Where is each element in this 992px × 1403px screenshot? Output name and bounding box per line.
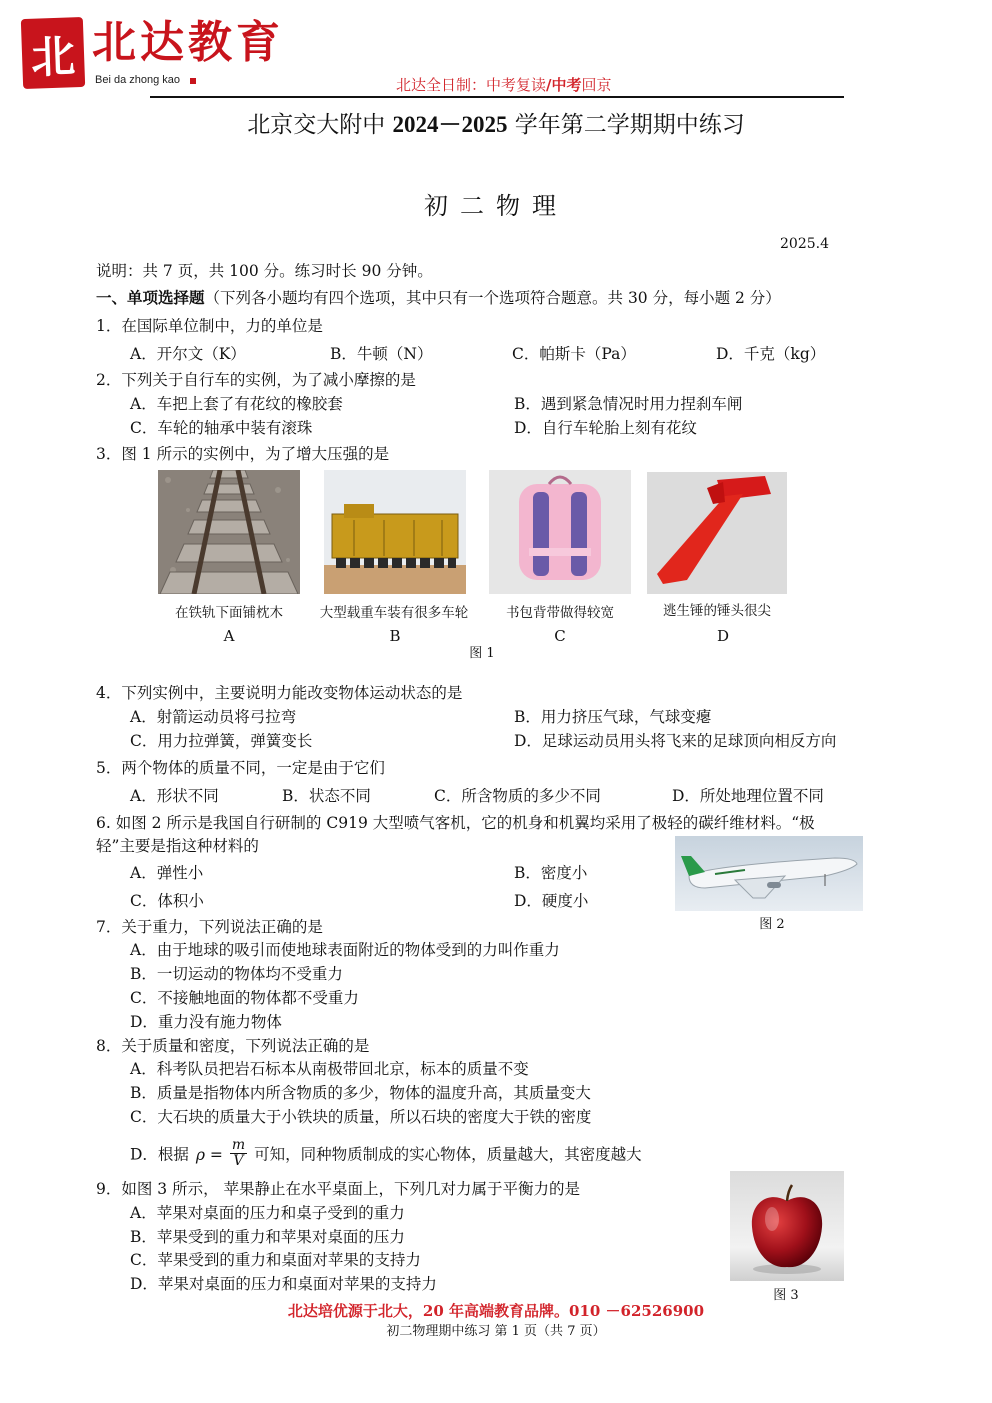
q5-option-a: A．形状不同: [130, 787, 219, 805]
exam-title: [0, 106, 992, 139]
q9-option-b: B．苹果受到的重力和苹果对桌面的压力: [130, 1228, 405, 1246]
q1-option-a: A．开尔文（K）: [130, 345, 246, 363]
q5-option-d: D．所处地理位置不同: [672, 787, 824, 805]
page-number: 初二物理期中练习 第 1 页（共 7 页）: [386, 1324, 606, 1339]
q5-stem: 5．两个物体的质量不同，一定是由于它们: [96, 759, 385, 777]
q1-option-d: D．千克（kg）: [716, 345, 826, 363]
q9-option-a: A．苹果对桌面的压力和桌子受到的重力: [130, 1204, 405, 1222]
section-heading-title: 一、单项选择题: [96, 288, 205, 307]
figure1-letter-c: C: [554, 627, 566, 645]
apple-image: [730, 1171, 844, 1281]
density-symbol: ρ =: [195, 1145, 223, 1164]
q2-option-b: B．遇到紧急情况时用力捏刹车闸: [514, 395, 743, 413]
q2-option-d: D．自行车轮胎上刻有花纹: [514, 419, 697, 437]
q8-option-a: A．科考队员把岩石标本从南极带回北京，标本的质量不变: [130, 1060, 529, 1078]
header-slogan-part-a: 北达全日制：中考复读: [396, 76, 547, 94]
q6-option-d: D．硬度小: [514, 892, 589, 910]
q7-option-c: C．不接触地面的物体都不受重力: [130, 989, 359, 1007]
figure1-caption-b: 大型载重车装有很多车轮: [319, 605, 469, 621]
q8-option-b: B．质量是指物体内所含物质的多少，物体的温度升高，其质量变大: [130, 1084, 591, 1102]
figure1-letter-a: A: [223, 627, 235, 645]
header-slogan-part-c: 回京: [581, 76, 612, 94]
railway-track-image: [158, 470, 300, 594]
logo-name: 北达教育: [92, 17, 284, 68]
figure3-label: 图 3: [773, 1288, 799, 1303]
q1-option-b: B．牛顿（N）: [330, 345, 433, 363]
header-slogan-part-b: /中考: [546, 76, 582, 94]
heavy-truck-image: [324, 470, 466, 594]
footer-slogan: 北达培优源于北大，20 年高端教育品牌。010 －62526900: [287, 1302, 705, 1320]
q6-option-c: C．体积小: [130, 892, 204, 910]
c919-airplane-image: [675, 836, 863, 911]
q4-option-c: C．用力拉弹簧，弹簧变长: [130, 732, 313, 750]
q4-option-d: D．足球运动员用头将飞来的足球顶向相反方向: [514, 732, 837, 750]
q5-option-b: B．状态不同: [282, 787, 371, 805]
header-slogan: [396, 74, 612, 95]
figure1-caption-c: 书包背带做得较宽: [506, 605, 614, 621]
q4-option-a: A．射箭运动员将弓拉弯: [130, 708, 297, 726]
q7-option-a: A．由于地球的吸引而使地球表面附近的物体受到的力叫作重力: [130, 941, 560, 959]
figure1-caption-a: 在铁轨下面铺枕木: [175, 605, 283, 621]
density-fraction: [230, 1138, 247, 1169]
q8-option-d-suffix: 可知，同种物质制成的实心物体，质量越大，其密度越大: [254, 1145, 642, 1164]
q2-option-c: C．车轮的轴承中装有滚珠: [130, 419, 313, 437]
q7-stem: 7．关于重力，下列说法正确的是: [96, 918, 323, 936]
q1-stem: 1．在国际单位制中，力的单位是: [96, 317, 323, 335]
q3-stem: 3．图 1 所示的实例中，为了增大压强的是: [96, 445, 390, 463]
exam-title-term: 学年第二学期期中练习: [507, 112, 745, 138]
fraction-denominator: V: [233, 1153, 244, 1169]
q6-stem-line1: 6. 如图 2 所示是我国自行研制的 C919 大型喷气客机，它的机身和机翼均采用了极轻的碳纤维材料。“极: [96, 814, 815, 832]
escape-hammer-image: [647, 472, 787, 594]
backpack-image: [489, 470, 631, 594]
figure1-label: 图 1: [469, 646, 495, 661]
q4-option-b: B．用力挤压气球，气球变瘪: [514, 708, 712, 726]
q7-option-d: D．重力没有施力物体: [130, 1013, 282, 1031]
header-rule: [150, 96, 844, 98]
q6-option-a: A．弹性小: [130, 864, 204, 882]
q7-option-b: B．一切运动的物体均不受重力: [130, 965, 343, 983]
q9-option-c: C．苹果受到的重力和桌面对苹果的支持力: [130, 1251, 421, 1269]
section-heading: [96, 288, 781, 308]
section-heading-note: （下列各小题均有四个选项，其中只有一个选项符合题意。共 30 分，每小题 2 分）: [204, 289, 781, 307]
q9-stem: 9．如图 3 所示， 苹果静止在水平桌面上，下列几对力属于平衡力的是: [96, 1180, 581, 1198]
q8-option-d-prefix: D．根据: [130, 1145, 189, 1164]
q4-stem: 4．下列实例中，主要说明力能改变物体运动状态的是: [96, 684, 463, 702]
figure1-letter-d: D: [716, 627, 730, 645]
q6-option-b: B．密度小: [514, 864, 588, 882]
figure2-label: 图 2: [759, 917, 785, 932]
q8-stem: 8．关于质量和密度，下列说法正确的是: [96, 1037, 370, 1055]
figure1-letter-b: B: [389, 627, 401, 645]
figure1-caption-d: 逃生锤的锤头很尖: [663, 603, 771, 619]
exam-title-years: 2024－2025: [392, 112, 508, 137]
q5-option-c: C．所含物质的多少不同: [434, 787, 601, 805]
q6-stem-line2: 轻”主要是指这种材料的: [96, 837, 259, 855]
instructions: 说明：共 7 页，共 100 分。练习时长 90 分钟。: [96, 262, 433, 280]
logo-pinyin: Bei da zhong kao: [95, 74, 181, 86]
q8-option-d: [130, 1137, 642, 1171]
exam-subject: 初二物理: [424, 192, 568, 220]
exam-title-school: 北京交大附中: [247, 112, 393, 138]
logo-seal: 北: [21, 17, 85, 89]
q1-option-c: C．帕斯卡（Pa）: [512, 345, 636, 363]
exam-date: 2025.4: [780, 236, 829, 252]
logo-dot: [190, 78, 196, 84]
q2-option-a: A．车把上套了有花纹的橡胶套: [130, 395, 343, 413]
q9-option-d: D．苹果对桌面的压力和桌面对苹果的支持力: [130, 1275, 437, 1293]
q8-option-c: C．大石块的质量大于小铁块的质量，所以石块的密度大于铁的密度: [130, 1108, 592, 1126]
fraction-numerator: m: [231, 1137, 246, 1153]
q2-stem: 2．下列关于自行车的实例，为了减小摩擦的是: [96, 371, 416, 389]
